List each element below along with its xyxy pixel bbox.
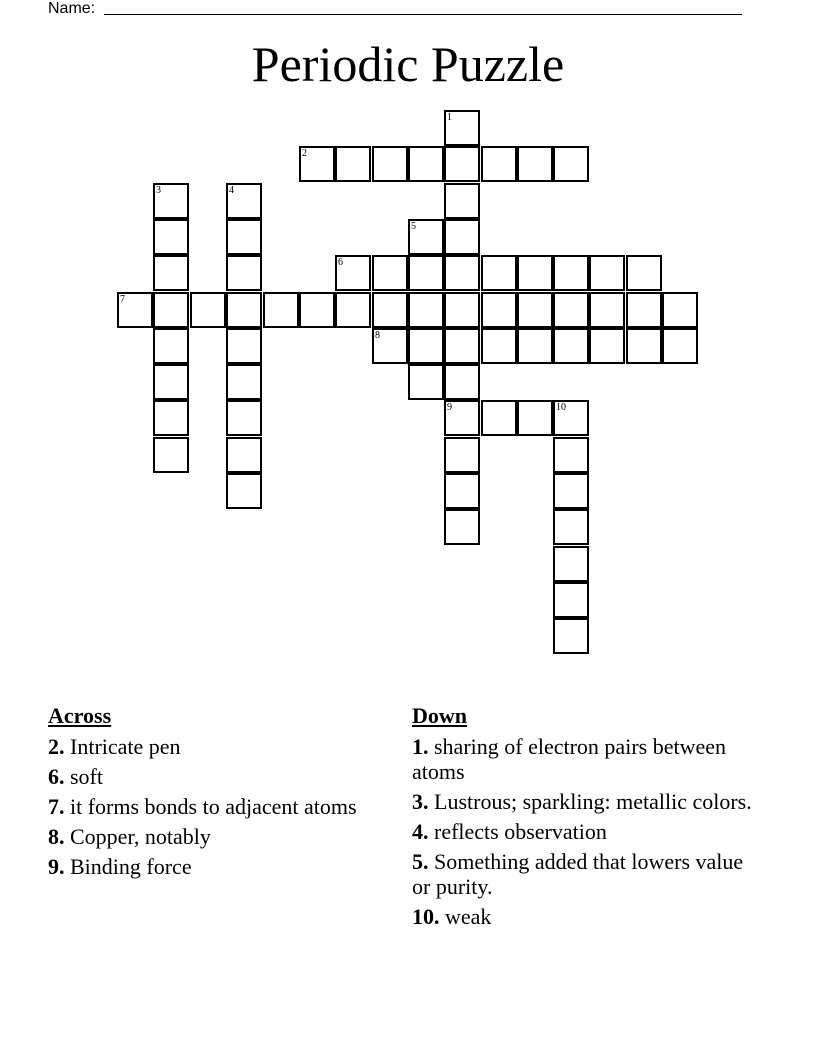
crossword-cell[interactable] — [517, 146, 553, 182]
crossword-cell[interactable] — [517, 255, 553, 291]
crossword-cell[interactable] — [372, 328, 408, 364]
across-clue — [48, 824, 368, 849]
crossword-cell[interactable] — [299, 292, 335, 328]
down-clue — [412, 904, 752, 929]
crossword-cell[interactable] — [517, 328, 553, 364]
crossword-cell[interactable] — [408, 146, 444, 182]
down-heading: Down — [412, 703, 468, 728]
clue-text: soft — [70, 764, 103, 789]
clue-text: weak — [445, 904, 492, 929]
clue-text: Something added that lowers value or purity. — [412, 849, 744, 899]
cell-number: 10 — [556, 402, 566, 413]
clue-number: 4. — [412, 819, 429, 844]
crossword-cell[interactable] — [372, 146, 408, 182]
crossword-cell[interactable] — [662, 328, 698, 364]
crossword-cell[interactable] — [444, 146, 480, 182]
clue-number: 3. — [412, 789, 429, 814]
across-heading: Across — [48, 703, 112, 728]
crossword-cell[interactable] — [299, 146, 335, 182]
crossword-cell[interactable] — [153, 364, 189, 400]
across-clue — [48, 764, 368, 789]
clue-number: 10. — [412, 904, 440, 929]
crossword-cell[interactable] — [553, 255, 589, 291]
crossword-cell[interactable] — [190, 292, 226, 328]
crossword-cell[interactable] — [553, 292, 589, 328]
crossword-cell[interactable] — [226, 400, 262, 436]
crossword-cell[interactable] — [408, 219, 444, 255]
clue-text: Binding force — [70, 854, 192, 879]
crossword-cell[interactable] — [444, 364, 480, 400]
crossword-cell[interactable] — [553, 437, 589, 473]
across-clues — [48, 702, 368, 884]
clue-text: Lustrous; sparkling: metallic colors. — [434, 789, 752, 814]
cell-number: 2 — [302, 148, 307, 159]
down-clue — [412, 819, 752, 844]
crossword-cell[interactable] — [408, 364, 444, 400]
across-clue — [48, 734, 368, 759]
crossword-cell[interactable] — [517, 400, 553, 436]
crossword-cell[interactable] — [553, 400, 589, 436]
crossword-cell[interactable] — [226, 328, 262, 364]
crossword-cell[interactable] — [444, 292, 480, 328]
across-clue — [48, 854, 368, 879]
crossword-cell[interactable] — [589, 255, 625, 291]
crossword-cell[interactable] — [153, 328, 189, 364]
crossword-cell[interactable] — [153, 255, 189, 291]
clue-text: sharing of electron pairs between atoms — [412, 734, 726, 784]
crossword-cell[interactable] — [408, 255, 444, 291]
crossword-cell[interactable] — [226, 255, 262, 291]
crossword-cell[interactable] — [408, 328, 444, 364]
crossword-cell[interactable] — [372, 292, 408, 328]
crossword-cell[interactable] — [553, 546, 589, 582]
cell-number: 4 — [229, 185, 234, 196]
crossword-cell[interactable] — [226, 473, 262, 509]
crossword-cell[interactable] — [553, 582, 589, 618]
clue-number: 8. — [48, 824, 65, 849]
crossword-cell[interactable] — [444, 110, 480, 146]
across-clue — [48, 794, 368, 819]
crossword-cell[interactable] — [153, 292, 189, 328]
crossword-cell[interactable] — [408, 292, 444, 328]
cell-number: 5 — [411, 221, 416, 232]
clue-number: 7. — [48, 794, 65, 819]
crossword-cell[interactable] — [444, 437, 480, 473]
crossword-cell[interactable] — [517, 292, 553, 328]
clue-text: reflects observation — [434, 819, 607, 844]
crossword-cell[interactable] — [553, 328, 589, 364]
crossword-cell[interactable] — [226, 183, 262, 219]
crossword-cell[interactable] — [481, 255, 517, 291]
crossword-cell[interactable] — [481, 292, 517, 328]
crossword-cell[interactable] — [153, 219, 189, 255]
crossword-cell[interactable] — [153, 400, 189, 436]
crossword-cell[interactable] — [117, 292, 153, 328]
cell-number: 9 — [447, 402, 452, 413]
cell-number: 7 — [120, 294, 125, 305]
clue-number: 5. — [412, 849, 429, 874]
crossword-cell[interactable] — [263, 292, 299, 328]
cell-number: 1 — [447, 112, 452, 123]
cell-number: 8 — [375, 330, 380, 341]
clue-text: Copper, notably — [70, 824, 211, 849]
clue-number: 9. — [48, 854, 65, 879]
crossword-cell[interactable] — [444, 473, 480, 509]
name-label: Name: — [48, 0, 96, 17]
crossword-cell[interactable] — [662, 292, 698, 328]
crossword-cell[interactable] — [481, 328, 517, 364]
crossword-cell[interactable] — [444, 219, 480, 255]
down-clue — [412, 789, 752, 814]
crossword-cell[interactable] — [226, 364, 262, 400]
down-clues — [412, 702, 752, 934]
cell-number: 3 — [156, 185, 161, 196]
crossword-cell[interactable] — [226, 219, 262, 255]
crossword-cell[interactable] — [481, 146, 517, 182]
crossword-cell[interactable] — [626, 255, 662, 291]
crossword-cell[interactable] — [481, 400, 517, 436]
crossword-cell[interactable] — [626, 328, 662, 364]
cell-number: 6 — [338, 257, 343, 268]
crossword-cell[interactable] — [335, 255, 371, 291]
crossword-cell[interactable] — [626, 292, 662, 328]
crossword-cell[interactable] — [153, 437, 189, 473]
down-clue — [412, 849, 752, 899]
clue-number: 1. — [412, 734, 429, 759]
crossword-cell[interactable] — [553, 146, 589, 182]
crossword-cell[interactable] — [372, 255, 408, 291]
crossword-cell[interactable] — [226, 437, 262, 473]
crossword-cell[interactable] — [444, 255, 480, 291]
clue-number: 2. — [48, 734, 65, 759]
clue-text: it forms bonds to adjacent atoms — [70, 794, 357, 819]
crossword-cell[interactable] — [589, 328, 625, 364]
crossword-cell[interactable] — [153, 183, 189, 219]
crossword-cell[interactable] — [444, 509, 480, 545]
crossword-cell[interactable] — [444, 183, 480, 219]
crossword-cell[interactable] — [553, 473, 589, 509]
page-title: Periodic Puzzle — [251, 36, 565, 92]
crossword-cell[interactable] — [335, 146, 371, 182]
down-clue — [412, 734, 752, 784]
crossword-cell[interactable] — [226, 292, 262, 328]
crossword-cell[interactable] — [553, 509, 589, 545]
crossword-cell[interactable] — [444, 400, 480, 436]
clue-text: Intricate pen — [70, 734, 181, 759]
crossword-cell[interactable] — [589, 292, 625, 328]
crossword-cell[interactable] — [444, 328, 480, 364]
crossword-cell[interactable] — [335, 292, 371, 328]
crossword-cell[interactable] — [553, 618, 589, 654]
clue-number: 6. — [48, 764, 65, 789]
